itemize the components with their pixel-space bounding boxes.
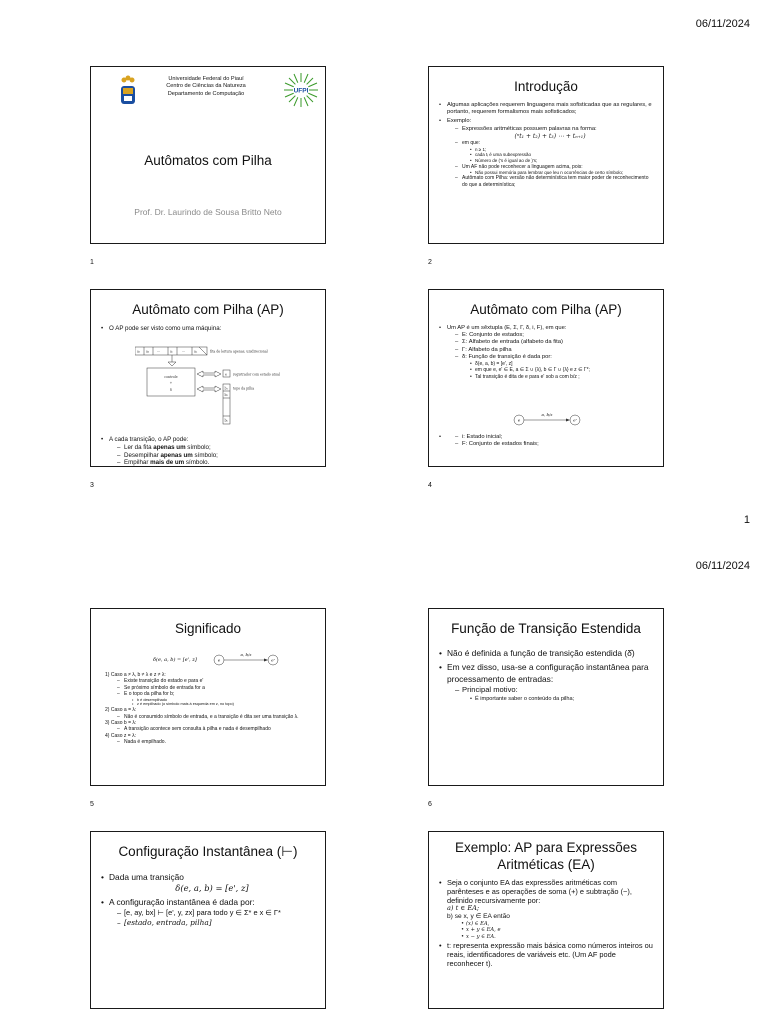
diagram-label: a, b/z [541, 412, 553, 417]
bullet: • Seja o conjunto EA das expressões aritméticas com parênteses e as operações de soma (+) e subtração (−), definido recursivamente por: a) t ∈ EA; b) se x, y ∈ EA então • (x) ∈ EA, • x + y ∈ EA, e • x − y ∈ EA. [439, 879, 653, 940]
svg-text:⋯: ⋯ [182, 349, 186, 354]
svg-text:b₂: b₂ [224, 393, 228, 397]
bullet: • t: representa expressão mais básica como números inteiros ou reais, identificadores de variáveis etc. (Um AF pode reconhecer t). [439, 942, 653, 969]
transition-equation: δ(e, a, b) = [e', z] [175, 883, 249, 894]
ap-machine-diagram [135, 346, 315, 428]
control-plus: + [169, 381, 173, 385]
stack-top-label: topo da pilha [233, 386, 255, 391]
sub-bullet: – Não é consumido símbolo de entrada, e a transição é dita ser uma transição λ. [117, 714, 319, 720]
sub-sub-bullet: • cada tᵢ é uma subexpressão [470, 152, 653, 158]
case-2: 2) Caso a = λ: – Não é consumido símbolo de entrada, e a transição é dita ser uma transição λ. [105, 707, 319, 720]
slide-2-title: Introdução [514, 79, 578, 94]
def-b: b) se x, y ∈ EA então [447, 913, 510, 921]
sub-sub-bullet: • Número de ('s é igual ao de )'s; [470, 158, 653, 164]
slide-number: 3 [90, 482, 94, 489]
sub-bullet: – Σ: Alfabeto de entrada (alfabeto da fita) [455, 339, 653, 346]
page-2-date: 06/11/2024 [695, 560, 750, 572]
sub-bullet: – Autômato com Pilha: versão não determinística tem maior poder de reconhecimento do que a determinística; [455, 175, 653, 188]
bullet: • Não é definida a função de transição estendida (δ̂) [439, 648, 653, 660]
sub-bullet: – A transição acontece sem consulta à pilha e nada é desempilhado [117, 726, 319, 732]
def-a: a) t ∈ EA; [447, 904, 480, 913]
slide-number: 4 [428, 482, 432, 489]
sub-sub-bullet: • z é empilhado (o símbolo mais à esquerda em z, no topo) [132, 702, 319, 707]
slide-3 [90, 289, 326, 467]
slide-7 [90, 831, 326, 1009]
bullet: • Em vez disso, usa-se a configuração instantânea para processamento de entradas: – Principal motivo: • É importante saber o conteúdo da pilha; [439, 662, 653, 704]
slide-3-title: Autômato com Pilha (AP) [132, 302, 284, 317]
svg-text:⋯: ⋯ [157, 349, 161, 354]
slide-number: 1 [90, 259, 94, 266]
tail-block [439, 434, 653, 448]
page-1-date: 06/11/2024 [695, 18, 750, 30]
sub-sub-bullet: • (x) ∈ EA, [461, 921, 653, 927]
slide-1 [90, 66, 326, 244]
control-label: controle [164, 375, 178, 379]
page-number: 1 [743, 514, 750, 526]
diagram-to: e' [573, 417, 577, 423]
sub-sub-bullet: • Não possui memória para lembrar que leu n ocorrências de certo símbolo; [470, 170, 653, 176]
slide-2 [428, 66, 664, 244]
slide-7-title: Configuração Instantânea (⊢) [118, 844, 298, 859]
sub-bullet: – Empilhar mais de um símbolo. [117, 459, 315, 467]
svg-text:a₂: a₂ [146, 349, 150, 354]
transition-diagram [509, 408, 589, 428]
slide-5-title: Significado [174, 621, 242, 636]
sub-bullet: – • i: Estado inicial; [455, 434, 653, 441]
ufpi-sunburst-logo [283, 72, 319, 108]
slide-number: 6 [428, 801, 432, 808]
sub-sub-bullet: • b é desempilhado [132, 698, 319, 703]
svg-text:aᵢ: aᵢ [170, 349, 173, 354]
svg-text:b₁: b₁ [224, 386, 228, 391]
svg-text:e: e [225, 372, 227, 377]
formula: (ⁿt₁ + t₂) + t₃) ⋯ + tₙ₊₁) [514, 132, 586, 140]
bullet: • Dada uma transição δ(e, a, b) = [e', z] [101, 872, 315, 895]
control-delta: δ [170, 388, 172, 392]
sub-bullet: – [e, ay, bx] ⊢ [e', y, zx] para todo y ∈ Σ* e x ∈ Γ* [117, 908, 315, 918]
state-register-label: registrador com estado atual [233, 372, 280, 377]
sub-sub-bullet: • δ(e, a, b) = [e', z] [470, 361, 653, 367]
sub-bullet: – Se próximo símbolo de entrada for a [117, 685, 319, 691]
sub-sub-bullet: • n ≥ 1; [470, 147, 653, 153]
slide-4-title: Autômato com Pilha (AP) [470, 302, 622, 317]
sub-bullet: – Existe transição do estado e para e' [117, 678, 319, 684]
center-name: Centro de Ciências da Natureza [166, 83, 246, 90]
sub-bullet: – Um AF não pode reconhecer a linguagem acima, pois: • Não possui memória para lembrar que leu n ocorrências de certo símbolo; [455, 164, 653, 176]
slide-number: 5 [90, 801, 94, 808]
sub-bullet: – Γ: Alfabeto da pilha [455, 347, 653, 354]
bullet: • Exemplo: – Expressões aritméticas possuem palavras na forma: (ⁿt₁ + t₂) + t₃) ⋯ + tₙ₊₁) – em que: • n ≥ 1; • cada tᵢ é uma subexpressão • Número de ('s é igual ao de )'s; – Um AF não pode reconhecer a linguagem acima, pois: • Não possui memória para lembrar que leu n ocorrências de certo símbolo; – Autômato com Pilha: versão não determinística tem maior poder de reconhecimento do que a determinística; [439, 118, 653, 187]
significado-diagram [153, 649, 293, 669]
slide-8-title: Exemplo: AP para Expressões Aritméticas (EA) [454, 840, 638, 872]
sub-bullet: – em que: • n ≥ 1; • cada tᵢ é uma subexpressão • Número de ('s é igual ao de )'s; [455, 140, 653, 163]
slide-number: 2 [428, 259, 432, 266]
svg-text:a₁: a₁ [137, 349, 141, 354]
slide-1-title: Autômatos com Pilha [144, 153, 272, 168]
slide-4 [428, 289, 664, 467]
sub-bullet: – E: Conjunto de estados; [455, 332, 653, 339]
sub-bullet: – δ: Função de transição é dada por: • δ(e, a, b) = [e', z] • em que e, e' ∈ E, a ∈ Σ ∪ {λ}, b ∈ Γ ∪ {λ} e z ∈ Γ*; • Tal transição é dita de e para e' sob a com b/z ; [455, 354, 653, 380]
slide-8 [428, 831, 664, 1009]
bullet: • A configuração instantânea é dada por: – [e, ay, bx] ⊢ [e', y, zx] para todo y ∈ Σ* e x ∈ Γ* – [estado, entrada, pilha] [101, 897, 315, 928]
sub-sub-bullet: • É importante saber o conteúdo da pilha; [470, 696, 653, 704]
svg-text:e': e' [271, 657, 275, 663]
sub-bullet: – Principal motivo: • É importante saber o conteúdo da pilha; [455, 685, 653, 703]
sub-bullet: – F: Conjunto de estados finais; [455, 441, 653, 448]
tape-label: fita de leitura apenas, unidirecional [210, 349, 268, 354]
bullet: • A cada transição, o AP pode: – Ler da fita apenas um símbolo; – Desempilhar apenas um símbolo; – Empilhar mais de um símbolo. [101, 436, 315, 467]
bullet: • Um AP é um sêxtupla (E, Σ, Γ, δ, i, F), em que: – E: Conjunto de estados; – Σ: Alfabeto de entrada (alfabeto da fita) – Γ: Alfabeto da pilha – δ: Função de transição é dada por: • δ(e, a, b) = [e', z] • em que e, e' ∈ E, a ∈ Σ ∪ {λ}, b ∈ Γ ∪ {λ} e z ∈ Γ*; • Tal transição é dita de e para e' sob a com b/z ; [439, 325, 653, 380]
slide-5 [90, 608, 326, 786]
sub-bullet: – Desempilhar apenas um símbolo; [117, 452, 315, 460]
sub-bullet: – E o topo da pilha for b; • b é desempilhado • z é empilhado (o símbolo mais à esquerda em z, no topo) [117, 691, 319, 707]
sub-sub-bullet: • em que e, e' ∈ E, a ∈ Σ ∪ {λ}, b ∈ Γ ∪ {λ} e z ∈ Γ*; [470, 367, 653, 373]
cases-list [105, 672, 319, 746]
diagram-from: e [517, 417, 521, 423]
author-name: Prof. Dr. Laurindo de Sousa Britto Neto [134, 207, 282, 217]
sub-bullet: – [estado, entrada, pilha] [117, 918, 315, 928]
slide-6-title: Função de Transição Estendida [451, 621, 641, 636]
university-name: Universidade Federal do Piauí [168, 76, 244, 82]
sub-sub-bullet: • x + y ∈ EA, e [461, 927, 653, 933]
institution-block [151, 76, 261, 98]
sub-sub-bullet: • x − y ∈ EA. [461, 934, 653, 940]
diagram-label: a, b/z [240, 652, 252, 657]
department-name: Departamento de Computação [167, 90, 245, 97]
bullet: • Algumas aplicações requerem linguagens mais sofisticadas que as regulares, e portanto, requerem formalismos mais sofisticados; [439, 102, 653, 116]
bullet: • O AP pode ser visto como uma máquina: [101, 325, 315, 333]
case-3: 3) Caso b = λ: – A transição acontece sem consulta à pilha e nada é desempilhado [105, 720, 319, 733]
slide-6 [428, 608, 664, 786]
sub-bullet: – Expressões aritméticas possuem palavras na forma: [455, 126, 653, 133]
ufpi-logo-text: UFPI [293, 87, 309, 95]
equation: δ(e, a, b) = [e', z] [153, 657, 197, 663]
sub-bullet: – Ler da fita apenas um símbolo; [117, 444, 315, 452]
ufpi-crest-logo [119, 72, 137, 108]
sub-bullet: – Nada é empilhado. [117, 739, 319, 745]
svg-text:aₙ: aₙ [194, 349, 198, 354]
case-1: 1) Caso a ≠ λ, b ≠ λ e z ≠ λ: – Existe transição do estado e para e' – Se próximo símbolo de entrada for a – E o topo da pilha for b; • b é desempilhado • z é empilhado (o símbolo mais à esquerda em z, no topo) [105, 672, 319, 707]
case-4: 4) Caso z = λ: – Nada é empilhado. [105, 733, 319, 746]
sub-sub-bullet: • Tal transição é dita de e para e' sob a com b/z ; [470, 374, 653, 380]
svg-text:e: e [217, 657, 221, 663]
svg-text:bₖ: bₖ [224, 418, 228, 423]
